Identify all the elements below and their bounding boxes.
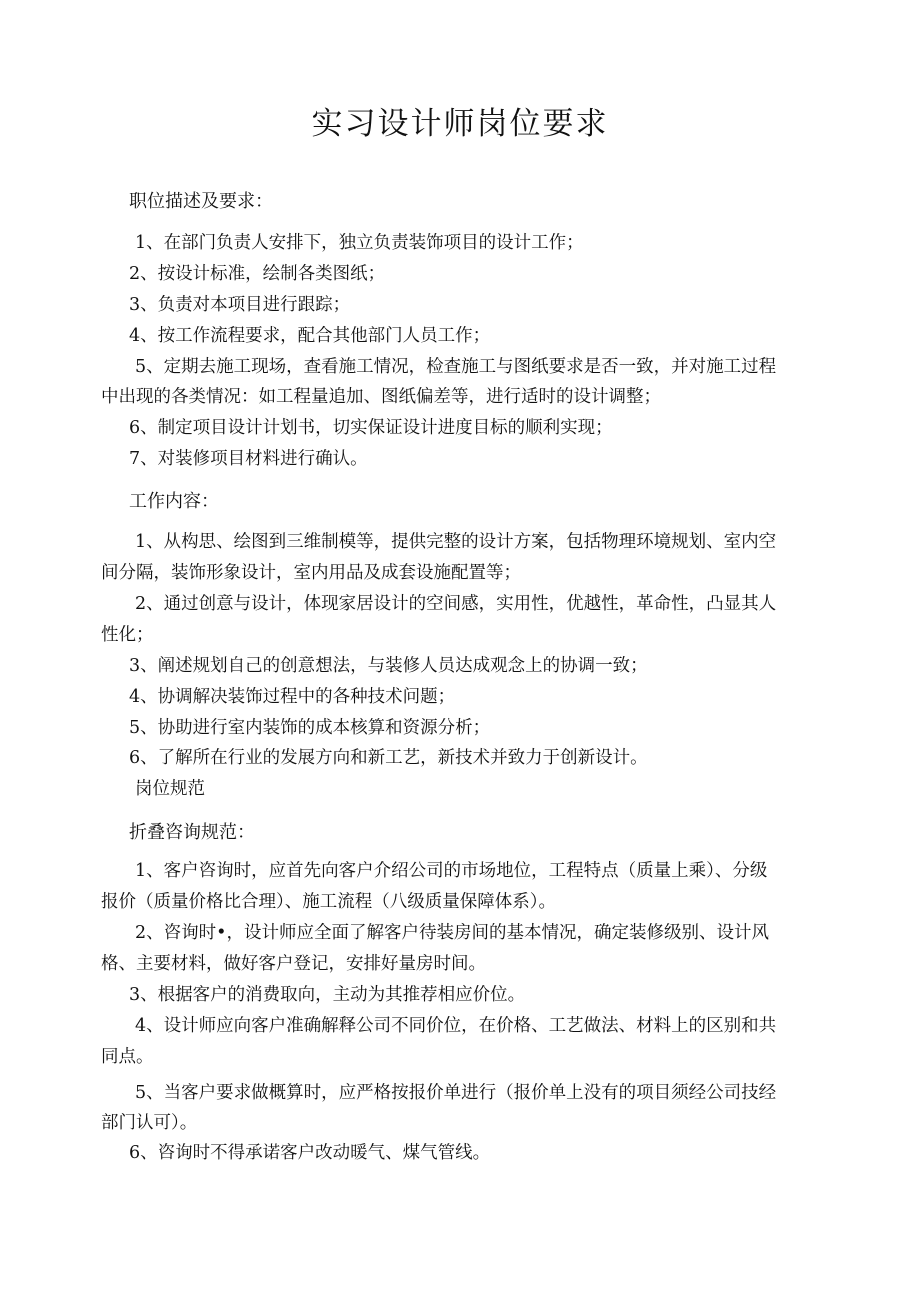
paragraph-line: 3、阐述规划自己的创意想法，与装修人员达成观念上的协调一致； [129,656,648,676]
paragraph-line: 5、定期去施工现场，查看施工情况，检查施工与图纸要求是否一致，并对施工过程 [135,357,777,377]
paragraph-line: 3、负责对本项目进行跟踪； [129,295,351,315]
paragraph-line: 性化； [101,625,154,645]
paragraph-line: 1、在部门负责人安排下，独立负责装饰项目的设计工作； [135,233,584,253]
paragraph-line: 4、设计师应向客户准确解释公司不同价位，在价格、工艺做法、材料上的区别和共 [135,1016,777,1036]
page-title: 实习设计师岗位要求 [311,106,609,142]
paragraph-line: 6、制定项目设计计划书，切实保证设计进度目标的顺利实现； [129,418,613,438]
paragraph-line: 3、根据客户的消费取向，主动为其推荐相应价位。 [129,985,526,1005]
paragraph-line: 同点。 [101,1047,154,1067]
paragraph-line: 4、按工作流程要求，配合其他部门人员工作； [129,326,491,346]
paragraph-line: 间分隔，装饰形象设计，室内用品及成套设施配置等； [101,563,521,583]
section-heading-consulting-rules: 折叠咨询规范： [129,822,255,843]
paragraph-line: 2、通过创意与设计，体现家居设计的空间感，实用性，优越性，革命性，凸显其人 [135,594,777,614]
paragraph-line: 中出现的各类情况：如工程量追加、图纸偏差等，进行适时的设计调整； [101,387,661,407]
paragraph-line: 6、咨询时不得承诺客户改动暖气、煤气管线。 [129,1143,491,1163]
paragraph-line: 7、对装修项目材料进行确认。 [129,449,368,469]
paragraph-line: 格、主要材料，做好客户登记，安排好量房时间。 [101,954,486,974]
paragraph-line: 1、客户咨询时，应首先向客户介绍公司的市场地位，工程特点（质量上乘）、分级 [135,861,768,881]
paragraph-line: 4、协调解决装饰过程中的各种技术问题； [129,687,456,707]
paragraph-line: 6、了解所在行业的发展方向和新工艺，新技术并致力于创新设计。 [129,748,648,768]
paragraph-line: 岗位规范 [135,779,205,799]
paragraph-line: 1、从构思、绘图到三维制模等，提供完整的设计方案，包括物理环境规划、室内空 [135,532,777,552]
paragraph-line: 报价（质量价格比合理）、施工流程（八级质量保障体系）。 [101,892,556,912]
section-heading-work-content: 工作内容： [129,491,219,512]
paragraph-line: 5、当客户要求做概算时，应严格按报价单进行（报价单上没有的项目须经公司技经 [135,1083,777,1103]
paragraph-line: 2、咨询时•，设计师应全面了解客户待装房间的基本情况，确定装修级别、设计风 [135,923,769,943]
paragraph-line: 2、按设计标准，绘制各类图纸； [129,264,386,284]
paragraph-line: 部门认可）。 [101,1113,198,1133]
section-heading-job-description: 职位描述及要求： [129,191,273,212]
paragraph-line: 5、协助进行室内装饰的成本核算和资源分析； [129,718,491,738]
